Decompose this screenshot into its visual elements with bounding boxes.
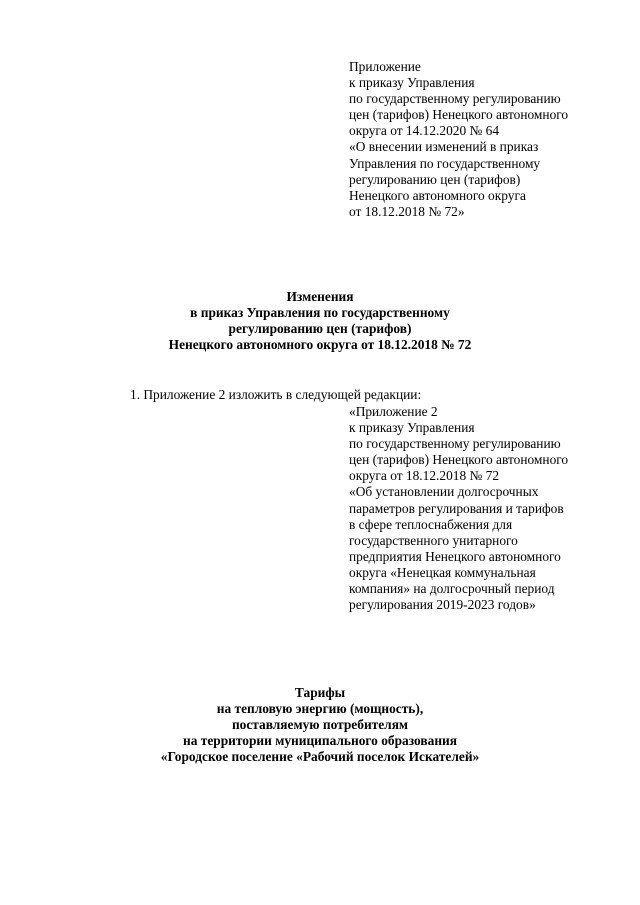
nested-appendix-line: «Приложение 2 xyxy=(349,404,438,419)
nested-appendix-header xyxy=(349,404,568,613)
appendix-header-line: округа от 14.12.2020 № 64 xyxy=(349,123,500,139)
appendix-header-line: по государственному регулированию xyxy=(349,91,561,107)
tariffs-title-line: на тепловую энергию (мощность), xyxy=(216,701,424,717)
nested-appendix-line: округа «Ненецкая коммунальная xyxy=(349,564,536,580)
appendix-header-line: к приказу Управления xyxy=(349,75,475,91)
nested-appendix-line: регулирования 2019-2023 годов» xyxy=(349,597,536,613)
nested-appendix-line: к приказу Управления xyxy=(349,420,475,436)
nested-appendix-line: параметров регулирования и тарифов xyxy=(349,500,564,516)
appendix-header-line: от 18.12.2018 № 72» xyxy=(349,203,465,219)
appendix-header-line: «О внесении изменений в приказ xyxy=(349,139,539,155)
appendix-header xyxy=(349,59,568,220)
item-one-paragraph xyxy=(130,387,421,403)
changes-title-line: в приказ Управления по государственному xyxy=(190,305,450,321)
nested-appendix-line: округа от 18.12.2018 № 72 xyxy=(349,468,500,484)
item-one-text: 1. Приложение 2 изложить в следующей редакции: xyxy=(130,387,422,402)
nested-appendix-line: по государственному регулированию xyxy=(349,436,561,452)
nested-appendix-line: государственного унитарного xyxy=(349,532,518,548)
nested-appendix-line: предприятия Ненецкого автономного xyxy=(349,548,561,564)
appendix-header-line: Ненецкого автономного округа xyxy=(349,187,526,203)
appendix-header-line: Приложение xyxy=(349,59,421,74)
changes-title-line: Изменения xyxy=(286,289,354,304)
tariffs-title-line: «Городское поселение «Рабочий поселок Искателей» xyxy=(160,749,480,765)
changes-title-line: Ненецкого автономного округа от 18.12.2018 № 72 xyxy=(168,337,472,353)
nested-appendix-line: в сфере теплоснабжения для xyxy=(349,516,513,532)
tariffs-title-line: на территории муниципального образования xyxy=(182,733,457,749)
changes-title-line: регулированию цен (тарифов) xyxy=(228,321,412,337)
tariffs-title xyxy=(0,685,640,765)
changes-title xyxy=(0,289,640,353)
appendix-header-line: цен (тарифов) Ненецкого автономного xyxy=(349,107,569,123)
nested-appendix-line: «Об установлении долгосрочных xyxy=(349,484,539,500)
nested-appendix-line: компания» на долгосрочный период xyxy=(349,581,555,597)
appendix-header-line: Управления по государственному xyxy=(349,155,541,171)
tariffs-title-line: Тарифы xyxy=(294,685,346,700)
appendix-header-line: регулированию цен (тарифов) xyxy=(349,171,521,187)
nested-appendix-line: цен (тарифов) Ненецкого автономного xyxy=(349,452,569,468)
tariffs-title-line: поставляемую потребителям xyxy=(231,717,409,733)
